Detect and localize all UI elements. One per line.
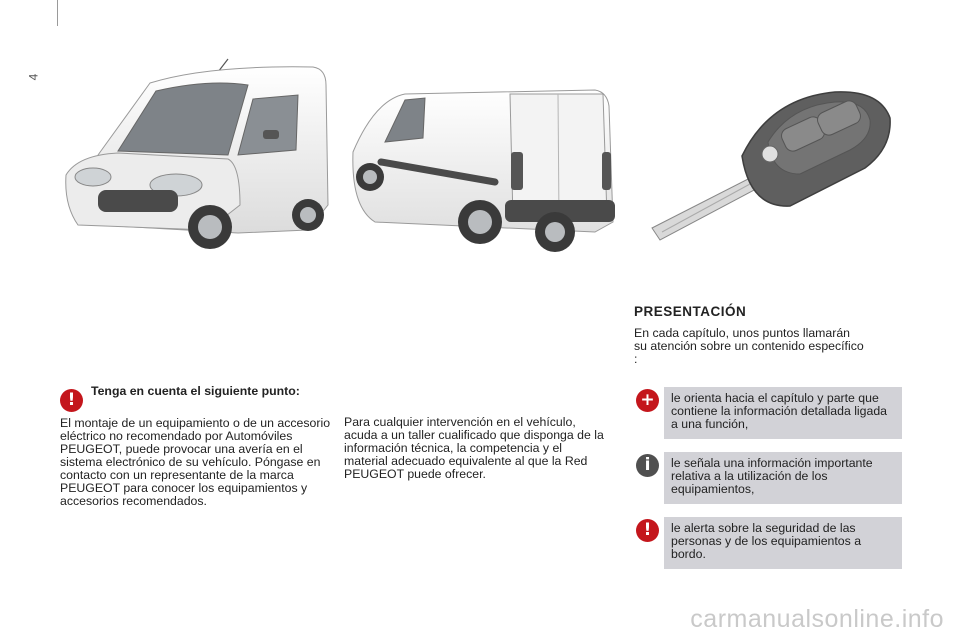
van-front-illustration	[58, 55, 333, 265]
legend-item-plus: le orienta hacia el capítulo y parte que contiene la información detallada ligada a una función,	[664, 387, 902, 439]
watermark: carmanualsonline.info	[690, 605, 944, 633]
info-icon: i	[636, 454, 659, 477]
plus-icon: +	[636, 389, 659, 412]
key-illustration	[650, 78, 900, 243]
margin-line	[57, 0, 58, 26]
exclamation-icon: !	[60, 389, 83, 412]
presentation-title: PRESENTACIÓN	[634, 304, 747, 319]
legend-item-info: le señala una información importante relativa a la utilización de los equipamientos,	[664, 452, 902, 504]
exclamation-icon: !	[636, 519, 659, 542]
legend-item-warning: le alerta sobre la seguridad de las personas y de los equipamientos a bordo.	[664, 517, 902, 569]
warning-body: El montaje de un equipamiento o de un accesorio eléctrico no recomendado por Automóviles PEUGEOT, puede provocar una avería en el sistema electrónico de su vehículo. Póngase en contacto con un representante de la marca PEUGEOT para conocer los equipamientos y accesorios recomendados.	[60, 416, 331, 508]
van-rear-illustration	[345, 82, 620, 257]
presentation-intro: En cada capítulo, unos puntos llamarán su atención sobre un contenido específico :	[634, 326, 864, 366]
page-number: 4	[26, 73, 41, 81]
warning-title: Tenga en cuenta el siguiente punto:	[91, 384, 300, 398]
workshop-advice-text: Para cualquier intervención en el vehículo, acuda a un taller cualificado que disponga de la información técnica, la competencia y el material adecuado equivalente al que la Red PEUGEOT puede ofrecer.	[344, 415, 604, 481]
